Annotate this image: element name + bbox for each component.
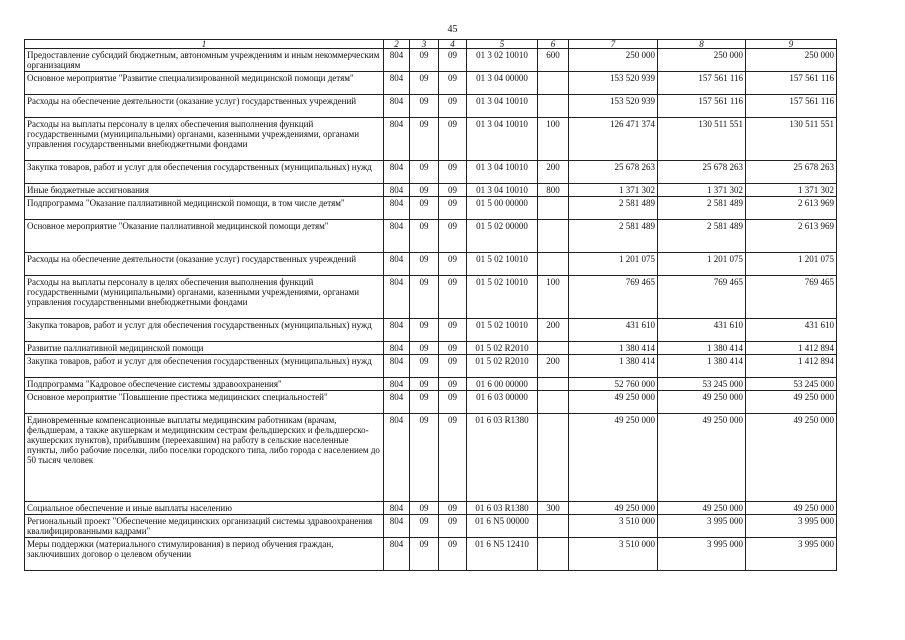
row-name: Региональный проект "Обеспечение медицинских организаций системы здравоохранения квалифицированными кадрами" [25, 515, 384, 538]
cell-c6 [538, 197, 569, 220]
column-header: 4 [439, 40, 467, 49]
column-header: 6 [538, 40, 569, 49]
row-name: Основное мероприятие "Повышение престижа медицинских специальностей" [25, 391, 384, 414]
cell-c7: 153 520 939 [569, 95, 658, 118]
cell-c7: 1 201 075 [569, 253, 658, 276]
cell-c7: 52 760 000 [569, 378, 658, 391]
row-name: Расходы на выплаты персоналу в целях обеспечения выполнения функций государственными (муниципальными) органами, казенными учреждениями, органами управления государственными внебюджетными фондами [25, 276, 384, 319]
cell-c4: 09 [439, 342, 467, 355]
cell-c6 [538, 220, 569, 253]
cell-c3: 09 [410, 515, 439, 538]
cell-c6: 200 [538, 161, 569, 184]
cell-c4: 09 [439, 118, 467, 161]
cell-c4: 09 [439, 378, 467, 391]
cell-c3: 09 [410, 184, 439, 197]
cell-c3: 09 [410, 253, 439, 276]
cell-c5: 01 6 03 R1380 [467, 502, 538, 515]
table-body [25, 49, 837, 571]
row-name: Социальное обеспечение и иные выплаты населению [25, 502, 384, 515]
cell-c8: 250 000 [658, 49, 746, 72]
cell-c2: 804 [384, 253, 410, 276]
cell-c6: 200 [538, 355, 569, 378]
cell-c5: 01 5 02 10010 [467, 319, 538, 342]
cell-c8: 3 995 000 [658, 515, 746, 538]
cell-c8: 157 561 116 [658, 95, 746, 118]
cell-c9: 49 250 000 [746, 502, 837, 515]
cell-c5: 01 3 04 10010 [467, 95, 538, 118]
cell-c5: 01 3 04 10010 [467, 161, 538, 184]
column-header: 8 [658, 40, 746, 49]
cell-c8: 130 511 551 [658, 118, 746, 161]
table-row [25, 355, 837, 378]
cell-c2: 804 [384, 502, 410, 515]
budget-table [24, 39, 837, 571]
cell-c3: 09 [410, 342, 439, 355]
cell-c9: 2 613 969 [746, 197, 837, 220]
cell-c2: 804 [384, 95, 410, 118]
row-name: Развитие паллиативной медицинской помощи [25, 342, 384, 355]
cell-c8: 53 245 000 [658, 378, 746, 391]
cell-c4: 09 [439, 184, 467, 197]
cell-c2: 804 [384, 118, 410, 161]
cell-c9: 431 610 [746, 319, 837, 342]
cell-c9: 250 000 [746, 49, 837, 72]
table-row [25, 391, 837, 414]
cell-c5: 01 3 04 10010 [467, 118, 538, 161]
table-row [25, 342, 837, 355]
cell-c8: 49 250 000 [658, 414, 746, 502]
cell-c9: 1 201 075 [746, 253, 837, 276]
table-row [25, 538, 837, 571]
cell-c7: 2 581 489 [569, 220, 658, 253]
cell-c9: 2 613 969 [746, 220, 837, 253]
cell-c6 [538, 538, 569, 571]
cell-c8: 49 250 000 [658, 502, 746, 515]
cell-c3: 09 [410, 118, 439, 161]
cell-c5: 01 6 N5 00000 [467, 515, 538, 538]
cell-c9: 1 412 894 [746, 355, 837, 378]
cell-c3: 09 [410, 319, 439, 342]
cell-c3: 09 [410, 197, 439, 220]
row-name: Меры поддержки (материального стимулирования) в период обучения граждан, заключивших договор о целевом обучении [25, 538, 384, 571]
cell-c3: 09 [410, 414, 439, 502]
cell-c2: 804 [384, 515, 410, 538]
cell-c8: 3 995 000 [658, 538, 746, 571]
cell-c6: 300 [538, 502, 569, 515]
cell-c7: 2 581 489 [569, 197, 658, 220]
row-name: Подпрограмма "Оказание паллиативной медицинской помощи, в том числе детям" [25, 197, 384, 220]
table-row [25, 515, 837, 538]
table-row [25, 161, 837, 184]
table-row [25, 414, 837, 502]
cell-c9: 49 250 000 [746, 391, 837, 414]
cell-c5: 01 3 04 00000 [467, 72, 538, 95]
cell-c2: 804 [384, 184, 410, 197]
cell-c8: 2 581 489 [658, 197, 746, 220]
cell-c5: 01 6 N5 12410 [467, 538, 538, 571]
cell-c4: 09 [439, 502, 467, 515]
cell-c3: 09 [410, 95, 439, 118]
cell-c4: 09 [439, 414, 467, 502]
cell-c6 [538, 342, 569, 355]
cell-c9: 157 561 116 [746, 95, 837, 118]
table-row [25, 276, 837, 319]
cell-c6: 600 [538, 49, 569, 72]
cell-c6 [538, 391, 569, 414]
table-row [25, 220, 837, 253]
row-name: Основное мероприятие "Оказание паллиативной медицинской помощи детям" [25, 220, 384, 253]
cell-c5: 01 6 00 00000 [467, 378, 538, 391]
cell-c9: 3 995 000 [746, 538, 837, 571]
cell-c5: 01 3 02 10010 [467, 49, 538, 72]
cell-c4: 09 [439, 161, 467, 184]
cell-c9: 130 511 551 [746, 118, 837, 161]
cell-c7: 1 371 302 [569, 184, 658, 197]
cell-c2: 804 [384, 161, 410, 184]
cell-c2: 804 [384, 355, 410, 378]
cell-c6 [538, 95, 569, 118]
row-name: Единовременные компенсационные выплаты медицинским работникам (врачам, фельдшерам, а также акушеркам и медицинским сестрам фельдшерских и фельдшерско-акушерских пунктов), прибывшим (переехавшим) на работу в сельские населенные пункты, либо рабочие поселки, либо поселки городского типа, либо города с населением до 50 тысяч человек [25, 414, 384, 502]
cell-c9: 769 465 [746, 276, 837, 319]
cell-c7: 25 678 263 [569, 161, 658, 184]
cell-c7: 250 000 [569, 49, 658, 72]
cell-c6 [538, 378, 569, 391]
page-number: 45 [447, 24, 458, 35]
row-name: Расходы на обеспечение деятельности (оказание услуг) государственных учреждений [25, 253, 384, 276]
table-row [25, 319, 837, 342]
cell-c9: 49 250 000 [746, 414, 837, 502]
cell-c8: 1 380 414 [658, 342, 746, 355]
cell-c9: 1 412 894 [746, 342, 837, 355]
column-header: 1 [25, 40, 384, 49]
row-name: Закупка товаров, работ и услуг для обеспечения государственных (муниципальных) нужд [25, 355, 384, 378]
cell-c2: 804 [384, 276, 410, 319]
column-header: 3 [410, 40, 439, 49]
cell-c2: 804 [384, 391, 410, 414]
cell-c8: 2 581 489 [658, 220, 746, 253]
cell-c4: 09 [439, 72, 467, 95]
cell-c9: 3 995 000 [746, 515, 837, 538]
table-row [25, 118, 837, 161]
column-header: 5 [467, 40, 538, 49]
cell-c4: 09 [439, 95, 467, 118]
cell-c2: 804 [384, 414, 410, 502]
cell-c3: 09 [410, 391, 439, 414]
cell-c8: 1 371 302 [658, 184, 746, 197]
cell-c6: 200 [538, 319, 569, 342]
cell-c3: 09 [410, 355, 439, 378]
cell-c5: 01 5 02 00000 [467, 220, 538, 253]
table-row [25, 184, 837, 197]
cell-c3: 09 [410, 378, 439, 391]
cell-c6: 800 [538, 184, 569, 197]
cell-c3: 09 [410, 538, 439, 571]
cell-c3: 09 [410, 220, 439, 253]
cell-c8: 431 610 [658, 319, 746, 342]
cell-c9: 157 561 116 [746, 72, 837, 95]
cell-c4: 09 [439, 355, 467, 378]
cell-c2: 804 [384, 342, 410, 355]
row-name: Предоставление субсидий бюджетным, автономным учреждениям и иным некоммерческим организациям [25, 49, 384, 72]
cell-c5: 01 3 04 10010 [467, 184, 538, 197]
cell-c4: 09 [439, 319, 467, 342]
cell-c8: 157 561 116 [658, 72, 746, 95]
row-name: Расходы на выплаты персоналу в целях обеспечения выполнения функций государственными (муниципальными) органами, казенными учреждениями, органами управления государственными внебюджетными фондами [25, 118, 384, 161]
cell-c2: 804 [384, 220, 410, 253]
cell-c7: 3 510 000 [569, 538, 658, 571]
cell-c8: 1 380 414 [658, 355, 746, 378]
cell-c2: 804 [384, 538, 410, 571]
cell-c5: 01 6 03 00000 [467, 391, 538, 414]
cell-c5: 01 5 02 R2010 [467, 355, 538, 378]
cell-c8: 25 678 263 [658, 161, 746, 184]
cell-c5: 01 5 00 00000 [467, 197, 538, 220]
cell-c6 [538, 515, 569, 538]
cell-c7: 1 380 414 [569, 342, 658, 355]
table-row [25, 197, 837, 220]
row-name: Расходы на обеспечение деятельности (оказание услуг) государственных учреждений [25, 95, 384, 118]
table-row [25, 502, 837, 515]
cell-c7: 1 380 414 [569, 355, 658, 378]
row-name: Закупка товаров, работ и услуг для обеспечения государственных (муниципальных) нужд [25, 161, 384, 184]
cell-c4: 09 [439, 515, 467, 538]
table-row [25, 95, 837, 118]
cell-c4: 09 [439, 220, 467, 253]
column-number-row [25, 40, 837, 49]
row-name: Закупка товаров, работ и услуг для обеспечения государственных (муниципальных) нужд [25, 319, 384, 342]
cell-c9: 25 678 263 [746, 161, 837, 184]
cell-c3: 09 [410, 49, 439, 72]
cell-c3: 09 [410, 502, 439, 515]
row-name: Иные бюджетные ассигнования [25, 184, 384, 197]
cell-c6: 100 [538, 118, 569, 161]
cell-c6 [538, 253, 569, 276]
cell-c2: 804 [384, 49, 410, 72]
cell-c4: 09 [439, 538, 467, 571]
cell-c8: 1 201 075 [658, 253, 746, 276]
cell-c5: 01 5 02 R2010 [467, 342, 538, 355]
cell-c9: 1 371 302 [746, 184, 837, 197]
table-row [25, 49, 837, 72]
cell-c2: 804 [384, 319, 410, 342]
column-header: 9 [746, 40, 837, 49]
cell-c7: 153 520 939 [569, 72, 658, 95]
cell-c6: 100 [538, 276, 569, 319]
cell-c4: 09 [439, 253, 467, 276]
cell-c5: 01 5 02 10010 [467, 276, 538, 319]
cell-c9: 53 245 000 [746, 378, 837, 391]
cell-c4: 09 [439, 49, 467, 72]
cell-c7: 3 510 000 [569, 515, 658, 538]
row-name: Основное мероприятие "Развитие специализированной медицинской помощи детям" [25, 72, 384, 95]
cell-c4: 09 [439, 197, 467, 220]
cell-c6 [538, 414, 569, 502]
cell-c7: 49 250 000 [569, 391, 658, 414]
cell-c8: 49 250 000 [658, 391, 746, 414]
column-header: 7 [569, 40, 658, 49]
cell-c8: 769 465 [658, 276, 746, 319]
cell-c2: 804 [384, 72, 410, 95]
cell-c7: 49 250 000 [569, 502, 658, 515]
table-row [25, 72, 837, 95]
cell-c7: 126 471 374 [569, 118, 658, 161]
table-row [25, 253, 837, 276]
row-name: Подпрограмма "Кадровое обеспечение системы здравоохранения" [25, 378, 384, 391]
cell-c5: 01 6 03 R1380 [467, 414, 538, 502]
cell-c4: 09 [439, 391, 467, 414]
cell-c2: 804 [384, 378, 410, 391]
table-row [25, 378, 837, 391]
cell-c3: 09 [410, 161, 439, 184]
cell-c5: 01 5 02 10010 [467, 253, 538, 276]
cell-c4: 09 [439, 276, 467, 319]
column-header: 2 [384, 40, 410, 49]
cell-c3: 09 [410, 276, 439, 319]
cell-c7: 431 610 [569, 319, 658, 342]
cell-c7: 49 250 000 [569, 414, 658, 502]
cell-c6 [538, 72, 569, 95]
cell-c7: 769 465 [569, 276, 658, 319]
cell-c3: 09 [410, 72, 439, 95]
cell-c2: 804 [384, 197, 410, 220]
